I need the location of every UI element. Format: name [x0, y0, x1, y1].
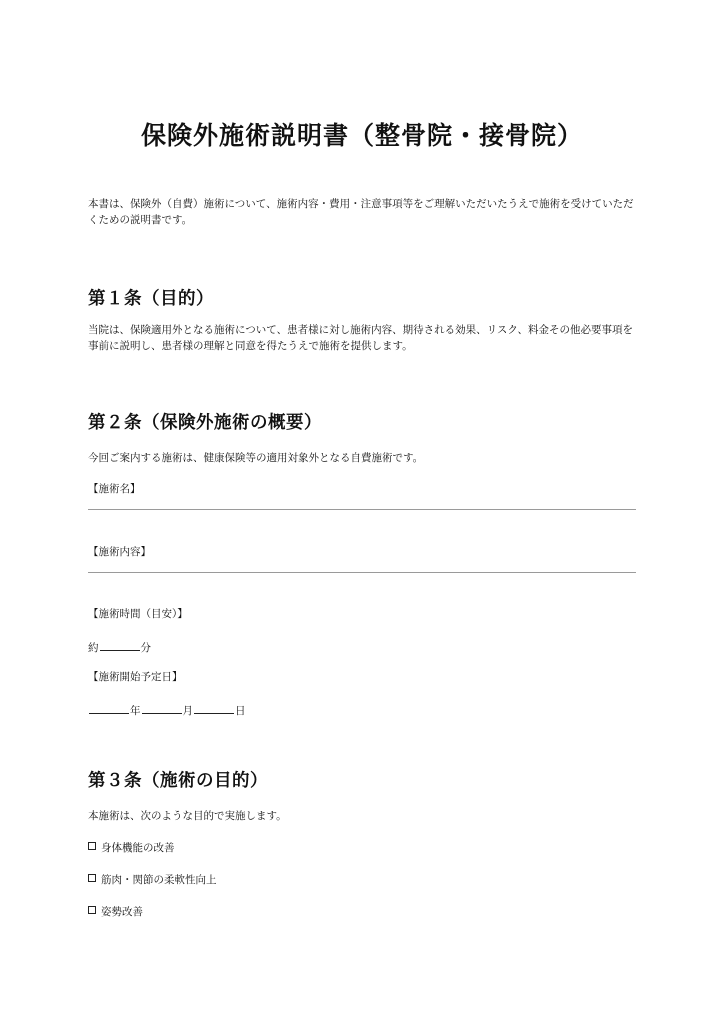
start-date-field	[88, 701, 246, 718]
time-blank[interactable]	[100, 638, 140, 651]
start-date-label: 【施術開始予定日】	[88, 671, 183, 683]
purpose-item	[88, 840, 175, 855]
article1-body: 当院は、保険適用外となる施術について、患者様に対し施術内容、期待される効果、リスク、料金その他必要事項を事前に説明し、患者様の理解と同意を得たうえで施術を提供します。	[88, 324, 633, 352]
checkbox-icon[interactable]	[88, 842, 96, 850]
treatment-name-line[interactable]	[88, 509, 636, 510]
month-blank[interactable]	[142, 701, 182, 714]
year-unit: 年	[130, 705, 141, 717]
month-unit: 月	[182, 705, 193, 717]
purpose-item	[88, 904, 143, 919]
checkbox-icon[interactable]	[88, 874, 96, 882]
article3-body: 本施術は、次のような目的で実施します。	[88, 810, 287, 822]
article1-heading: 第１条（目的）	[88, 289, 214, 309]
time-prefix: 約	[88, 642, 99, 654]
purpose-item-label: 姿勢改善	[101, 906, 143, 918]
article2-body: 今回ご案内する施術は、健康保険等の適用対象外となる自費施術です。	[88, 452, 424, 464]
day-blank[interactable]	[194, 701, 234, 714]
treatment-content-label: 【施術内容】	[88, 546, 151, 558]
day-unit: 日	[235, 705, 246, 717]
treatment-content-line[interactable]	[88, 572, 636, 573]
purpose-item-label: 身体機能の改善	[101, 842, 175, 854]
purpose-item	[88, 872, 217, 887]
year-blank[interactable]	[89, 701, 129, 714]
purpose-item-label: 筋肉・関節の柔軟性向上	[101, 874, 217, 886]
treatment-time-label: 【施術時間（目安）】	[88, 608, 188, 620]
intro-paragraph: 本書は、保険外（自費）施術について、施術内容・費用・注意事項等をご理解いただいたうえで施術を受けていただくための説明書です。	[88, 198, 634, 226]
article3-heading: 第３条（施術の目的）	[88, 771, 268, 791]
document-title: 保険外施術説明書（整骨院・接骨院）	[140, 121, 583, 150]
time-unit: 分	[140, 642, 151, 654]
checkbox-icon[interactable]	[88, 906, 96, 914]
treatment-name-label: 【施術名】	[88, 483, 141, 495]
article2-heading: 第２条（保険外施術の概要）	[88, 413, 322, 433]
treatment-time-field	[88, 638, 151, 655]
